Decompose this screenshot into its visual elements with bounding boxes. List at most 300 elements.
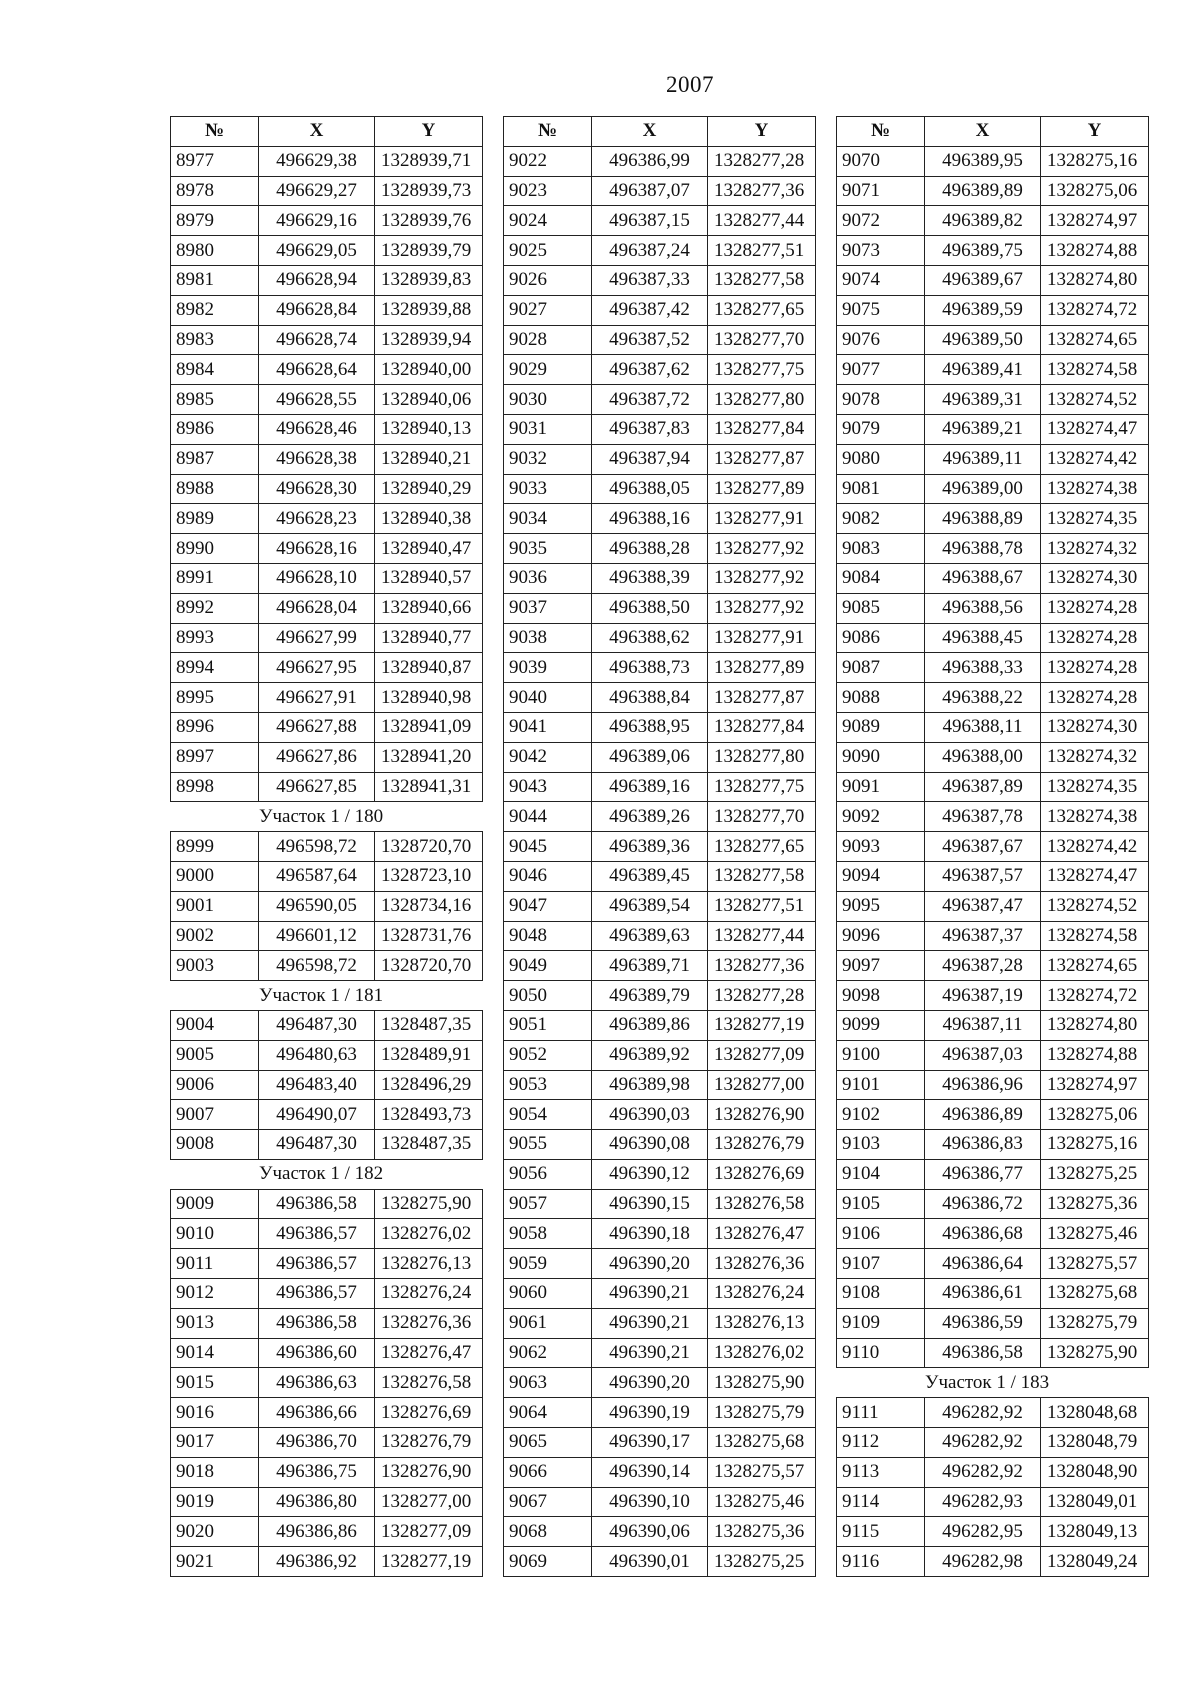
table-row: [504, 1428, 816, 1458]
point-number-cell: 9056: [504, 1159, 592, 1189]
y-coordinate-cell: 1328277,80: [708, 742, 816, 772]
table-row: [837, 1010, 1149, 1040]
point-number-cell: 9021: [171, 1547, 259, 1577]
y-coordinate-cell: 1328276,02: [708, 1338, 816, 1368]
table-row: [171, 1338, 483, 1368]
y-coordinate-cell: 1328277,44: [708, 206, 816, 236]
y-coordinate-cell: 1328274,80: [1041, 1010, 1149, 1040]
point-number-cell: 8993: [171, 623, 259, 653]
x-coordinate-cell: 496282,92: [925, 1398, 1041, 1428]
y-coordinate-cell: 1328277,89: [708, 653, 816, 683]
table-row: [171, 355, 483, 385]
x-coordinate-cell: 496390,20: [592, 1249, 708, 1279]
y-coordinate-cell: 1328734,16: [375, 891, 483, 921]
y-coordinate-cell: 1328277,87: [708, 683, 816, 713]
x-coordinate-cell: 496389,67: [925, 265, 1041, 295]
section-heading-row: [837, 1368, 1149, 1398]
table-row: [171, 1040, 483, 1070]
point-number-cell: 8981: [171, 265, 259, 295]
y-coordinate-cell: 1328277,44: [708, 921, 816, 951]
table-row: [171, 385, 483, 415]
table-row: [504, 1279, 816, 1309]
y-coordinate-cell: 1328940,98: [375, 683, 483, 713]
y-coordinate-cell: 1328274,42: [1041, 444, 1149, 474]
table-row: [504, 1159, 816, 1189]
table-row: [837, 1219, 1149, 1249]
table-row: [837, 1159, 1149, 1189]
x-coordinate-cell: 496386,57: [259, 1249, 375, 1279]
table-row: [504, 534, 816, 564]
x-coordinate-cell: 496389,59: [925, 295, 1041, 325]
x-coordinate-cell: 496386,64: [925, 1249, 1041, 1279]
y-coordinate-cell: 1328275,57: [1041, 1249, 1149, 1279]
point-number-cell: 9036: [504, 563, 592, 593]
x-coordinate-cell: 496389,21: [925, 414, 1041, 444]
x-coordinate-cell: 496387,33: [592, 265, 708, 295]
point-number-cell: 9089: [837, 712, 925, 742]
x-coordinate-cell: 496390,06: [592, 1517, 708, 1547]
x-coordinate-cell: 496388,62: [592, 623, 708, 653]
table-row: [504, 206, 816, 236]
table-row: [171, 1517, 483, 1547]
point-number-cell: 9016: [171, 1398, 259, 1428]
x-coordinate-cell: 496388,33: [925, 653, 1041, 683]
table-row: [504, 474, 816, 504]
table-row: [837, 1398, 1149, 1428]
table-row: [504, 1040, 816, 1070]
table-row: [504, 1070, 816, 1100]
coordinates-table-1: [170, 116, 483, 1577]
y-coordinate-cell: 1328276,47: [375, 1338, 483, 1368]
x-coordinate-cell: 496388,73: [592, 653, 708, 683]
y-coordinate-cell: 1328939,88: [375, 295, 483, 325]
point-number-cell: 9074: [837, 265, 925, 295]
point-number-cell: 9085: [837, 593, 925, 623]
point-number-cell: 9028: [504, 325, 592, 355]
y-coordinate-cell: 1328939,76: [375, 206, 483, 236]
y-coordinate-cell: 1328720,70: [375, 832, 483, 862]
y-coordinate-cell: 1328277,92: [708, 563, 816, 593]
table-row: [504, 146, 816, 176]
table-row: [504, 653, 816, 683]
table-row: [837, 206, 1149, 236]
x-coordinate-cell: 496282,92: [925, 1457, 1041, 1487]
y-coordinate-cell: 1328274,97: [1041, 1070, 1149, 1100]
y-coordinate-cell: 1328941,20: [375, 742, 483, 772]
table-row: [171, 1219, 483, 1249]
point-number-cell: 9033: [504, 474, 592, 504]
point-number-cell: 8997: [171, 742, 259, 772]
table-row: [837, 325, 1149, 355]
x-coordinate-cell: 496387,78: [925, 802, 1041, 832]
section-heading-row: [171, 981, 483, 1011]
x-coordinate-cell: 496389,11: [925, 444, 1041, 474]
point-number-cell: 8994: [171, 653, 259, 683]
point-number-cell: 9082: [837, 504, 925, 534]
y-coordinate-cell: 1328277,00: [708, 1070, 816, 1100]
table-row: [837, 832, 1149, 862]
point-number-cell: 9065: [504, 1428, 592, 1458]
table-row: [837, 1487, 1149, 1517]
table-row: [171, 414, 483, 444]
x-coordinate-cell: 496628,30: [259, 474, 375, 504]
point-number-cell: 9006: [171, 1070, 259, 1100]
point-number-cell: 9083: [837, 534, 925, 564]
table-row: [171, 742, 483, 772]
y-coordinate-cell: 1328939,79: [375, 236, 483, 266]
x-coordinate-cell: 496390,08: [592, 1130, 708, 1160]
y-coordinate-cell: 1328276,69: [375, 1398, 483, 1428]
point-number-cell: 8984: [171, 355, 259, 385]
table-row: [504, 1010, 816, 1040]
point-number-cell: 8985: [171, 385, 259, 415]
x-coordinate-cell: 496386,66: [259, 1398, 375, 1428]
point-number-cell: 9096: [837, 921, 925, 951]
table-row: [504, 504, 816, 534]
coordinates-table-2: [503, 116, 816, 1577]
point-number-cell: 9024: [504, 206, 592, 236]
column-header-number: №: [504, 117, 592, 147]
point-number-cell: 9017: [171, 1428, 259, 1458]
table-row: [171, 295, 483, 325]
y-coordinate-cell: 1328277,75: [708, 355, 816, 385]
y-coordinate-cell: 1328487,35: [375, 1010, 483, 1040]
y-coordinate-cell: 1328049,13: [1041, 1517, 1149, 1547]
x-coordinate-cell: 496390,14: [592, 1457, 708, 1487]
table-row: [171, 474, 483, 504]
table-row: [504, 1398, 816, 1428]
table-row: [837, 1249, 1149, 1279]
y-coordinate-cell: 1328939,73: [375, 176, 483, 206]
x-coordinate-cell: 496386,77: [925, 1159, 1041, 1189]
point-number-cell: 9048: [504, 921, 592, 951]
table-row: [171, 534, 483, 564]
y-coordinate-cell: 1328275,25: [1041, 1159, 1149, 1189]
x-coordinate-cell: 496388,78: [925, 534, 1041, 564]
y-coordinate-cell: 1328723,10: [375, 861, 483, 891]
x-coordinate-cell: 496390,10: [592, 1487, 708, 1517]
y-coordinate-cell: 1328276,24: [708, 1279, 816, 1309]
y-coordinate-cell: 1328276,69: [708, 1159, 816, 1189]
point-number-cell: 8983: [171, 325, 259, 355]
point-number-cell: 9049: [504, 951, 592, 981]
point-number-cell: 9115: [837, 1517, 925, 1547]
y-coordinate-cell: 1328274,38: [1041, 474, 1149, 504]
point-number-cell: 9069: [504, 1547, 592, 1577]
point-number-cell: 9037: [504, 593, 592, 623]
x-coordinate-cell: 496389,26: [592, 802, 708, 832]
section-heading: Участок 1 / 183: [837, 1368, 1149, 1398]
y-coordinate-cell: 1328048,68: [1041, 1398, 1149, 1428]
x-coordinate-cell: 496388,00: [925, 742, 1041, 772]
x-coordinate-cell: 496388,45: [925, 623, 1041, 653]
y-coordinate-cell: 1328277,91: [708, 504, 816, 534]
point-number-cell: 9081: [837, 474, 925, 504]
column-header-y: Y: [708, 117, 816, 147]
table-row: [504, 891, 816, 921]
x-coordinate-cell: 496628,38: [259, 444, 375, 474]
table-row: [171, 1010, 483, 1040]
point-number-cell: 8979: [171, 206, 259, 236]
x-coordinate-cell: 496389,82: [925, 206, 1041, 236]
table-row: [837, 1547, 1149, 1577]
y-coordinate-cell: 1328277,65: [708, 295, 816, 325]
point-number-cell: 9087: [837, 653, 925, 683]
table-row: [171, 236, 483, 266]
x-coordinate-cell: 496388,67: [925, 563, 1041, 593]
y-coordinate-cell: 1328940,87: [375, 653, 483, 683]
x-coordinate-cell: 496387,83: [592, 414, 708, 444]
x-coordinate-cell: 496629,16: [259, 206, 375, 236]
point-number-cell: 8992: [171, 593, 259, 623]
table-header-row: [837, 117, 1149, 147]
x-coordinate-cell: 496389,45: [592, 861, 708, 891]
point-number-cell: 9023: [504, 176, 592, 206]
table-row: [837, 1040, 1149, 1070]
x-coordinate-cell: 496590,05: [259, 891, 375, 921]
column-header-number: №: [837, 117, 925, 147]
y-coordinate-cell: 1328275,46: [708, 1487, 816, 1517]
point-number-cell: 9013: [171, 1308, 259, 1338]
table-row: [504, 1487, 816, 1517]
y-coordinate-cell: 1328275,46: [1041, 1219, 1149, 1249]
x-coordinate-cell: 496387,52: [592, 325, 708, 355]
x-coordinate-cell: 496388,39: [592, 563, 708, 593]
x-coordinate-cell: 496386,72: [925, 1189, 1041, 1219]
y-coordinate-cell: 1328049,24: [1041, 1547, 1149, 1577]
table-row: [504, 1368, 816, 1398]
table-row: [171, 1308, 483, 1338]
table-row: [504, 1338, 816, 1368]
x-coordinate-cell: 496387,62: [592, 355, 708, 385]
x-coordinate-cell: 496282,98: [925, 1547, 1041, 1577]
y-coordinate-cell: 1328274,38: [1041, 802, 1149, 832]
section-heading-row: [171, 802, 483, 832]
y-coordinate-cell: 1328277,36: [708, 176, 816, 206]
point-number-cell: 9052: [504, 1040, 592, 1070]
table-row: [504, 742, 816, 772]
table-row: [504, 1100, 816, 1130]
x-coordinate-cell: 496629,27: [259, 176, 375, 206]
x-coordinate-cell: 496386,58: [925, 1338, 1041, 1368]
y-coordinate-cell: 1328277,19: [375, 1547, 483, 1577]
x-coordinate-cell: 496627,85: [259, 772, 375, 802]
point-number-cell: 9101: [837, 1070, 925, 1100]
point-number-cell: 9014: [171, 1338, 259, 1368]
y-coordinate-cell: 1328277,70: [708, 325, 816, 355]
table-row: [504, 712, 816, 742]
table-row: [837, 176, 1149, 206]
x-coordinate-cell: 496386,75: [259, 1457, 375, 1487]
table-row: [504, 1249, 816, 1279]
point-number-cell: 8987: [171, 444, 259, 474]
y-coordinate-cell: 1328940,06: [375, 385, 483, 415]
x-coordinate-cell: 496387,89: [925, 772, 1041, 802]
section-heading-row: [171, 1159, 483, 1189]
y-coordinate-cell: 1328276,58: [708, 1189, 816, 1219]
point-number-cell: 9020: [171, 1517, 259, 1547]
point-number-cell: 9001: [171, 891, 259, 921]
point-number-cell: 9000: [171, 861, 259, 891]
x-coordinate-cell: 496389,98: [592, 1070, 708, 1100]
x-coordinate-cell: 496628,16: [259, 534, 375, 564]
x-coordinate-cell: 496627,95: [259, 653, 375, 683]
table-row: [171, 265, 483, 295]
x-coordinate-cell: 496389,31: [925, 385, 1041, 415]
point-number-cell: 9038: [504, 623, 592, 653]
point-number-cell: 8991: [171, 563, 259, 593]
point-number-cell: 9116: [837, 1547, 925, 1577]
x-coordinate-cell: 496390,18: [592, 1219, 708, 1249]
point-number-cell: 9054: [504, 1100, 592, 1130]
x-coordinate-cell: 496386,58: [259, 1189, 375, 1219]
column-header-y: Y: [375, 117, 483, 147]
x-coordinate-cell: 496389,06: [592, 742, 708, 772]
point-number-cell: 9063: [504, 1368, 592, 1398]
table-header-row: [171, 117, 483, 147]
y-coordinate-cell: 1328275,06: [1041, 1100, 1149, 1130]
table-row: [171, 1070, 483, 1100]
x-coordinate-cell: 496282,93: [925, 1487, 1041, 1517]
point-number-cell: 9092: [837, 802, 925, 832]
table-row: [837, 534, 1149, 564]
y-coordinate-cell: 1328275,16: [1041, 146, 1149, 176]
table-row: [837, 742, 1149, 772]
y-coordinate-cell: 1328274,35: [1041, 772, 1149, 802]
y-coordinate-cell: 1328274,42: [1041, 832, 1149, 862]
table-row: [504, 1219, 816, 1249]
y-coordinate-cell: 1328277,58: [708, 265, 816, 295]
x-coordinate-cell: 496386,99: [592, 146, 708, 176]
x-coordinate-cell: 496598,72: [259, 951, 375, 981]
table-row: [837, 802, 1149, 832]
point-number-cell: 9035: [504, 534, 592, 564]
x-coordinate-cell: 496387,19: [925, 981, 1041, 1011]
point-number-cell: 9039: [504, 653, 592, 683]
x-coordinate-cell: 496387,15: [592, 206, 708, 236]
x-coordinate-cell: 496389,50: [925, 325, 1041, 355]
x-coordinate-cell: 496386,63: [259, 1368, 375, 1398]
x-coordinate-cell: 496282,95: [925, 1517, 1041, 1547]
y-coordinate-cell: 1328277,58: [708, 861, 816, 891]
table-row: [837, 772, 1149, 802]
point-number-cell: 9106: [837, 1219, 925, 1249]
section-heading: Участок 1 / 181: [171, 981, 483, 1011]
x-coordinate-cell: 496390,03: [592, 1100, 708, 1130]
x-coordinate-cell: 496388,28: [592, 534, 708, 564]
y-coordinate-cell: 1328274,65: [1041, 325, 1149, 355]
table-row: [504, 1189, 816, 1219]
point-number-cell: 9078: [837, 385, 925, 415]
y-coordinate-cell: 1328720,70: [375, 951, 483, 981]
point-number-cell: 9008: [171, 1130, 259, 1160]
point-number-cell: 9112: [837, 1428, 925, 1458]
x-coordinate-cell: 496389,95: [925, 146, 1041, 176]
x-coordinate-cell: 496388,11: [925, 712, 1041, 742]
y-coordinate-cell: 1328274,32: [1041, 534, 1149, 564]
table-row: [171, 504, 483, 534]
point-number-cell: 9094: [837, 861, 925, 891]
y-coordinate-cell: 1328940,29: [375, 474, 483, 504]
x-coordinate-cell: 496628,84: [259, 295, 375, 325]
x-coordinate-cell: 496388,56: [925, 593, 1041, 623]
x-coordinate-cell: 496386,92: [259, 1547, 375, 1577]
table-row: [171, 891, 483, 921]
y-coordinate-cell: 1328275,57: [708, 1457, 816, 1487]
y-coordinate-cell: 1328493,73: [375, 1100, 483, 1130]
y-coordinate-cell: 1328940,00: [375, 355, 483, 385]
point-number-cell: 9086: [837, 623, 925, 653]
table-row: [171, 951, 483, 981]
table-row: [171, 593, 483, 623]
table-row: [171, 623, 483, 653]
x-coordinate-cell: 496389,71: [592, 951, 708, 981]
table-row: [837, 1279, 1149, 1309]
table-row: [504, 414, 816, 444]
point-number-cell: 9026: [504, 265, 592, 295]
y-coordinate-cell: 1328274,28: [1041, 593, 1149, 623]
y-coordinate-cell: 1328275,16: [1041, 1130, 1149, 1160]
table-row: [171, 921, 483, 951]
column-header-y: Y: [1041, 117, 1149, 147]
y-coordinate-cell: 1328277,19: [708, 1010, 816, 1040]
x-coordinate-cell: 496587,64: [259, 861, 375, 891]
point-number-cell: 9022: [504, 146, 592, 176]
point-number-cell: 9097: [837, 951, 925, 981]
x-coordinate-cell: 496387,57: [925, 861, 1041, 891]
point-number-cell: 9059: [504, 1249, 592, 1279]
table-row: [837, 414, 1149, 444]
x-coordinate-cell: 496601,12: [259, 921, 375, 951]
section-heading: Участок 1 / 182: [171, 1159, 483, 1189]
y-coordinate-cell: 1328048,90: [1041, 1457, 1149, 1487]
point-number-cell: 9105: [837, 1189, 925, 1219]
y-coordinate-cell: 1328277,09: [708, 1040, 816, 1070]
point-number-cell: 9057: [504, 1189, 592, 1219]
point-number-cell: 9003: [171, 951, 259, 981]
point-number-cell: 9064: [504, 1398, 592, 1428]
y-coordinate-cell: 1328049,01: [1041, 1487, 1149, 1517]
point-number-cell: 8988: [171, 474, 259, 504]
y-coordinate-cell: 1328276,47: [708, 1219, 816, 1249]
y-coordinate-cell: 1328275,06: [1041, 176, 1149, 206]
point-number-cell: 8999: [171, 832, 259, 862]
table-row: [837, 146, 1149, 176]
y-coordinate-cell: 1328940,57: [375, 563, 483, 593]
y-coordinate-cell: 1328277,91: [708, 623, 816, 653]
table-row: [504, 325, 816, 355]
y-coordinate-cell: 1328277,28: [708, 146, 816, 176]
point-number-cell: 9041: [504, 712, 592, 742]
x-coordinate-cell: 496628,55: [259, 385, 375, 415]
point-number-cell: 8996: [171, 712, 259, 742]
table-row: [837, 444, 1149, 474]
point-number-cell: 9093: [837, 832, 925, 862]
table-row: [504, 832, 816, 862]
point-number-cell: 9053: [504, 1070, 592, 1100]
y-coordinate-cell: 1328274,97: [1041, 206, 1149, 236]
table-row: [837, 265, 1149, 295]
x-coordinate-cell: 496389,36: [592, 832, 708, 862]
point-number-cell: 9011: [171, 1249, 259, 1279]
point-number-cell: 9004: [171, 1010, 259, 1040]
y-coordinate-cell: 1328274,72: [1041, 981, 1149, 1011]
table-row: [837, 712, 1149, 742]
x-coordinate-cell: 496598,72: [259, 832, 375, 862]
y-coordinate-cell: 1328940,47: [375, 534, 483, 564]
point-number-cell: 8995: [171, 683, 259, 713]
point-number-cell: 9071: [837, 176, 925, 206]
